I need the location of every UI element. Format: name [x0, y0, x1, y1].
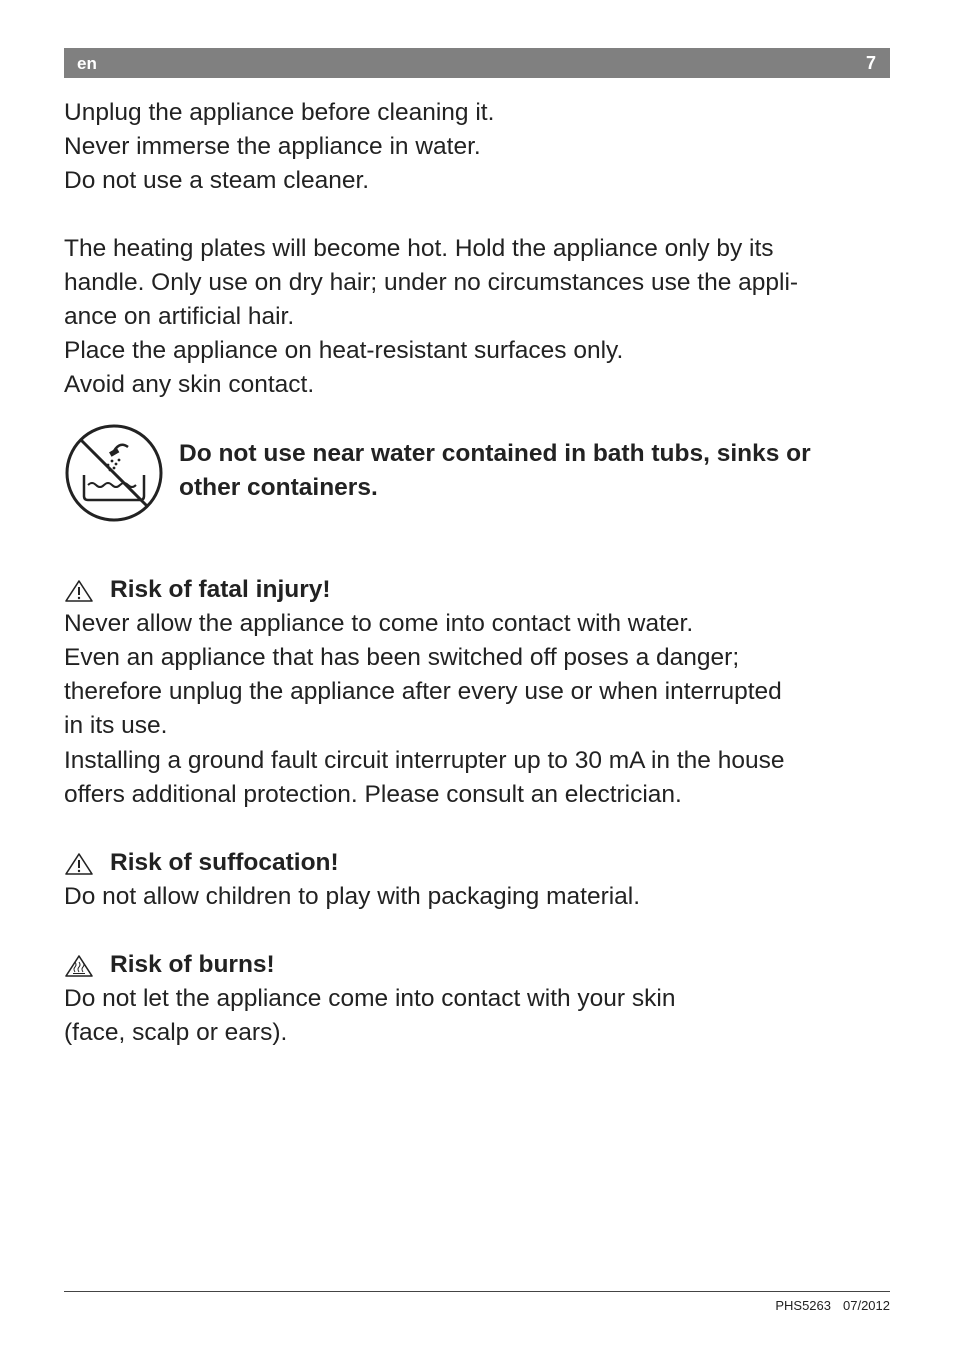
burns-heading: [64, 948, 890, 982]
burns-line: (face, scalp or ears).: [64, 1019, 288, 1046]
warning-triangle-icon: [64, 579, 94, 603]
hot-surface-warning-icon: [64, 954, 94, 978]
fatal-injury-title: Risk of fatal injury!: [110, 576, 331, 603]
intro-line: Never immerse the appliance in water.: [64, 133, 481, 160]
water-notice-line: Do not use near water contained in bath tubs, sinks or: [179, 440, 811, 467]
suffocation-heading: [64, 846, 890, 880]
print-date: 07/2012: [843, 1298, 890, 1313]
heat-line: Avoid any skin contact.: [64, 371, 315, 398]
fatal-injury-line: Installing a ground fault circuit interrupter up to 30 mA in the house: [64, 747, 785, 774]
footer: [775, 1298, 890, 1313]
header-bar: [64, 48, 890, 78]
fatal-injury-line: Even an appliance that has been switched off poses a danger;: [64, 644, 740, 671]
burns-line: Do not let the appliance come into contact with your skin: [64, 985, 676, 1012]
intro-line: Unplug the appliance before cleaning it.: [64, 99, 495, 126]
heat-line: The heating plates will become hot. Hold the appliance only by its: [64, 235, 774, 262]
fatal-injury-line: offers additional protection. Please consult an electrician.: [64, 781, 682, 808]
burns-title: Risk of burns!: [110, 951, 275, 978]
suffocation-title: Risk of suffocation!: [110, 849, 339, 876]
heat-line: Place the appliance on heat-resistant surfaces only.: [64, 337, 624, 364]
model-number: PHS5263: [775, 1298, 831, 1313]
fatal-injury-heading: [64, 573, 890, 607]
footer-rule: [64, 1291, 890, 1292]
language-label: en: [77, 54, 97, 73]
suffocation-line: Do not allow children to play with packaging material.: [64, 883, 641, 910]
fatal-injury-line: Never allow the appliance to come into contact with water.: [64, 610, 694, 637]
fatal-injury-line: therefore unplug the appliance after every use or when interrupted: [64, 678, 782, 705]
fatal-injury-line: in its use.: [64, 712, 168, 739]
warning-triangle-icon: [64, 852, 94, 876]
heat-line: handle. Only use on dry hair; under no circumstances use the appli-: [64, 269, 799, 296]
water-notice-line: other containers.: [179, 474, 378, 501]
heat-line: ance on artificial hair.: [64, 303, 295, 330]
intro-line: Do not use a steam cleaner.: [64, 167, 370, 194]
page-number: 7: [865, 53, 876, 73]
no-bathtub-icon: [64, 423, 164, 523]
